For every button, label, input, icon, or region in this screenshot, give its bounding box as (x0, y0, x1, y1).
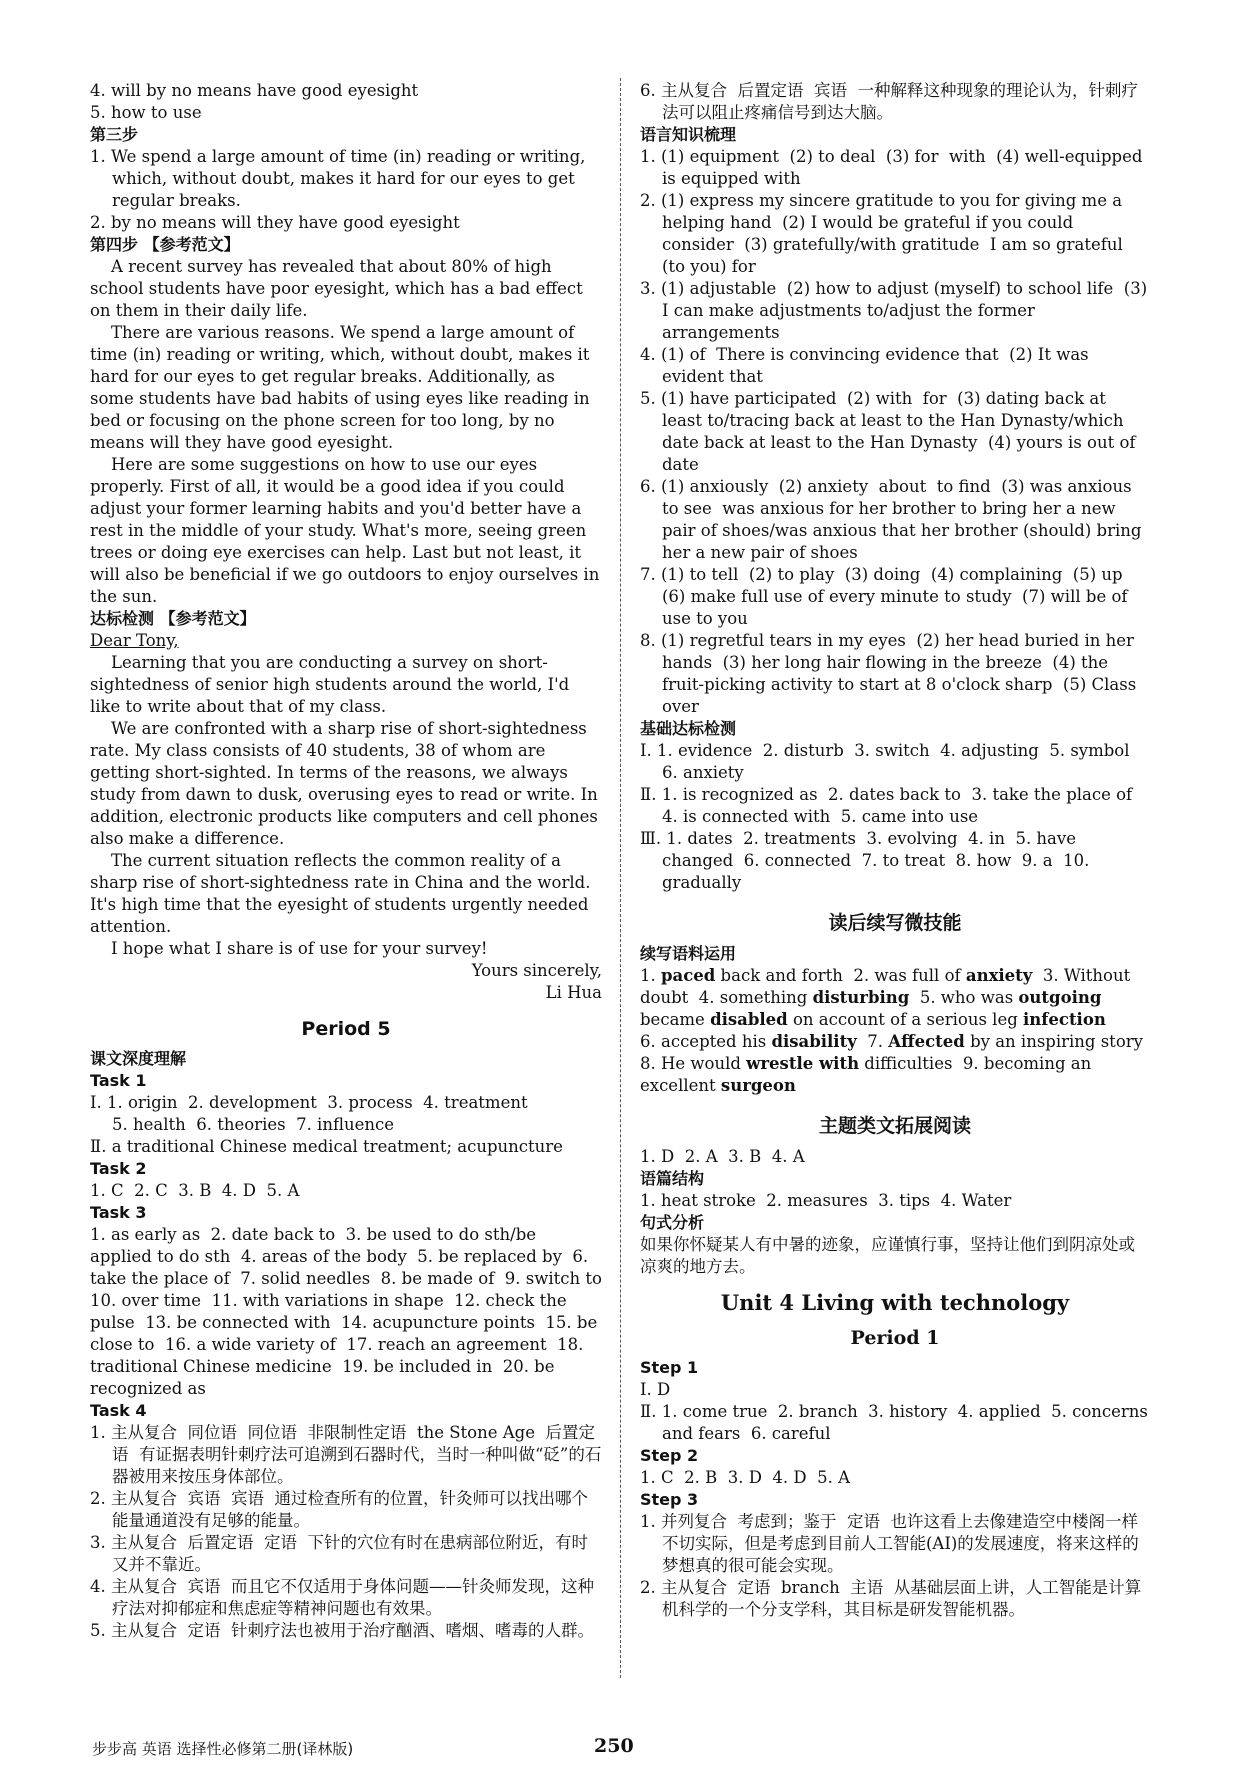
right-line-22: 句式分析 (640, 1213, 705, 1232)
right-line-18: 主题类文拓展阅读 (818, 1115, 971, 1137)
left-line-26: 1. as early as 2. date back to 3. be used to do sth/be applied to do sth 4. areas of the body 5. be replaced by 6. take the place of 7. solid needles 8. be made of 9. switch to 10. over time 11. with variations in shape 12. check the pulse 13. be connected with 14. acupuncture points 15. be close to 16. a wide variety of 17. reach an agreement 18. traditional Chinese medicine 19. be included in 20. be recognized as (90, 1225, 613, 1398)
right-line-5: 4. (1) of There is convincing evidence that (2) It was evident that (640, 345, 1094, 386)
right-line-7: 6. (1) anxiously (2) anxiety about to find (3) was anxious to see was anxious for her brother to bring her a new pair of shoes/was anxious that her brother (should) bring her a new pair of shoes (640, 477, 1147, 562)
right-line-3: 2. (1) express my sincere gratitude to you for giving me a helping hand (2) I would be grateful if you could consider (3) gratefully/with gratitude I am so grateful (to you) for (640, 191, 1128, 276)
right-line-4: 3. (1) adjustable (2) how to adjust (myself) to school life (3) I can make adjustments to/adjust the former arrangements (640, 279, 1153, 342)
left-line-4: 2. by no means will they have good eyesight (90, 213, 460, 232)
right-line-16: 1. paced back and forth 2. was full of anxiety 3. Without doubt 4. something disturbing 5. who was outgoing became disabled on account of a serious leg infection (640, 966, 1136, 1029)
left-line-27: Task 4 (90, 1401, 147, 1420)
right-line-10: 基础达标检测 (640, 719, 737, 738)
right-line-15: 续写语料运用 (640, 944, 737, 963)
left-line-11: Learning that you are conducting a survey on short-sightedness of senior high students around the world, I'd like to write about that of my class. (90, 653, 575, 716)
left-line-5: 第四步 【参考范文】 (90, 235, 240, 254)
left-line-22: Ⅱ. a traditional Chinese medical treatment; acupuncture (90, 1137, 563, 1156)
right-line-30: 1. C 2. B 3. D 4. D 5. A (640, 1468, 851, 1487)
right-line-20: 语篇结构 (640, 1169, 705, 1188)
right-line-2: 1. (1) equipment (2) to deal (3) for with (4) well-equipped is equipped with (640, 147, 1153, 188)
left-line-18: 课文深度理解 (90, 1049, 187, 1068)
footer-book-title: 步步高 英语 选择性必修第二册(译林版) (92, 1740, 354, 1758)
right-line-11: Ⅰ. 1. evidence 2. disturb 3. switch 4. adjusting 5. symbol 6. anxiety (640, 741, 1141, 782)
left-line-17: Period 5 (301, 1018, 391, 1040)
right-line-31: Step 3 (640, 1490, 699, 1509)
page-number: 250 (594, 1735, 634, 1757)
right-line-8: 7. (1) to tell (2) to play (3) doing (4) complaining (5) up (6) make full use of every minute to study (7) will be of use to you (640, 565, 1134, 628)
left-line-25: Task 3 (90, 1203, 147, 1222)
right-line-13: Ⅲ. 1. dates 2. treatments 3. evolving 4. in 5. have changed 6. connected 7. to treat 8. how 9. a 10. gradually (640, 829, 1095, 892)
column-divider (620, 78, 621, 1678)
right-line-9: 8. (1) regretful tears in my eyes (2) her head buried in her hands (3) her long hair flowing in the breeze (4) the fruit-picking activity to start at 8 o'clock sharp (5) Class over (640, 631, 1142, 716)
left-line-29: 2. 主从复合 宾语 宾语 通过检查所有的位置，针灸师可以找出哪个能量通道没有足够的能量。 (90, 1489, 588, 1530)
right-line-0: 6. 主从复合 后置定语 宾语 一种解释这种现象的理论认为，针刺疗法可以阻止疼痛信号到达大脑。 (640, 81, 1138, 122)
right-line-19: 1. D 2. A 3. B 4. A (640, 1147, 805, 1166)
right-column (640, 80, 1154, 1621)
right-line-28: Ⅱ. 1. come true 2. branch 3. history 4. applied 5. concerns and fears 6. careful (640, 1402, 1154, 1443)
left-line-28: 1. 主从复合 同位语 同位语 非限制性定语 the Stone Age 后置定语 有证据表明针刺疗法可追溯到石器时代，当时一种叫做“砭”的石器被用来按压身体部位。 (90, 1423, 602, 1486)
left-line-31: 4. 主从复合 宾语 而且它不仅适用于身体问题——针灸师发现，这种疗法对抑郁症和焦虑症等精神问题也有效果。 (90, 1577, 594, 1618)
left-line-19: Task 1 (90, 1071, 147, 1090)
right-line-23: 如果你怀疑某人有中暑的迹象，应谨慎行事，坚持让他们到阴凉处或凉爽的地方去。 (640, 1235, 1135, 1276)
right-line-24: Unit 4 Living with technology (720, 1290, 1070, 1315)
right-line-21: 1. heat stroke 2. measures 3. tips 4. Water (640, 1191, 1012, 1210)
left-line-7: There are various reasons. We spend a large amount of time (in) reading or writing, which, without doubt, makes it hard for our eyes to get regular breaks. Additionally, as some students have bad habits of using eyes like reading in bed or focusing on the phone screen for too long, by no means will they have good eyesight. (90, 323, 595, 452)
left-line-0: 4. will by no means have good eyesight (90, 81, 419, 100)
right-line-12: Ⅱ. 1. is recognized as 2. dates back to 3. take the place of 4. is connected with 5. came into use (640, 785, 1143, 826)
left-line-2: 第三步 (90, 125, 139, 144)
right-line-25: Period 1 (850, 1327, 940, 1349)
right-line-1: 语言知识梳理 (640, 125, 737, 144)
left-line-9: 达标检测 【参考范文】 (90, 609, 256, 628)
left-line-23: Task 2 (90, 1159, 147, 1178)
left-line-21: 5. health 6. theories 7. influence (112, 1115, 394, 1134)
left-line-14: I hope what I share is of use for your survey! (90, 939, 488, 958)
left-line-3: 1. We spend a large amount of time (in) reading or writing, which, without doubt, makes it hard for our eyes to get regular breaks. (90, 147, 591, 210)
left-line-16: Li Hua (545, 983, 602, 1002)
left-line-13: The current situation reflects the common reality of a sharp rise of short-sightedness rate in China and the world. It's high time that the eyesight of students urgently needed attention. (90, 851, 596, 936)
left-line-6: A recent survey has revealed that about 80% of high school students have poor eyesight, which has a bad effect on them in their daily life. (90, 257, 588, 320)
left-line-20: Ⅰ. 1. origin 2. development 3. process 4. treatment (90, 1093, 528, 1112)
right-line-14: 读后续写微技能 (828, 912, 962, 934)
right-line-32: 1. 并列复合 考虑到；鉴于 定语 也许这看上去像建造空中楼阁一样不切实际，但是考虑到目前人工智能(AI)的发展速度，将来这样的梦想真的很可能会实现。 (640, 1512, 1139, 1575)
left-line-24: 1. C 2. C 3. B 4. D 5. A (90, 1181, 300, 1200)
right-line-29: Step 2 (640, 1446, 699, 1465)
right-line-26: Step 1 (640, 1358, 699, 1377)
left-line-8: Here are some suggestions on how to use our eyes properly. First of all, it would be a good idea if you could adjust your former learning habits and you'd better have a rest in the middle of your study. What's more, seeing green trees or doing eye exercises can help. Last but not least, it will also be beneficial if we go outdoors to enjoy ourselves in the sun. (90, 455, 605, 606)
right-line-27: Ⅰ. D (640, 1380, 671, 1399)
left-line-10: Dear Tony, (90, 631, 179, 650)
left-line-32: 5. 主从复合 定语 针刺疗法也被用于治疗酗酒、嗜烟、嗜毒的人群。 (90, 1621, 594, 1640)
left-line-1: 5. how to use (90, 103, 202, 122)
left-line-30: 3. 主从复合 后置定语 定语 下针的穴位有时在患病部位附近，有时又并不靠近。 (90, 1533, 588, 1574)
right-line-6: 5. (1) have participated (2) with for (3) dating back at least to/tracing back at least to the Han Dynasty/which date back at least to the Han Dynasty (4) yours is out of date (640, 389, 1141, 474)
left-line-12: We are confronted with a sharp rise of short-sightedness rate. My class consists of 40 students, 38 of whom are getting short-sighted. In terms of the reasons, we always study from dawn to dusk, overusing eyes to read or write. In addition, electronic products like computers and cell phones also make a difference. (90, 719, 604, 848)
right-line-33: 2. 主从复合 定语 branch 主语 从基础层面上讲，人工智能是计算机科学的一个分支学科，其目标是研发智能机器。 (640, 1578, 1142, 1619)
left-line-15: Yours sincerely, (471, 961, 602, 980)
right-line-17: 6. accepted his disability 7. Affected by an inspiring story 8. He would wrestle with difficulties 9. becoming an excellent surgeon (640, 1032, 1154, 1095)
left-column (90, 80, 613, 1642)
